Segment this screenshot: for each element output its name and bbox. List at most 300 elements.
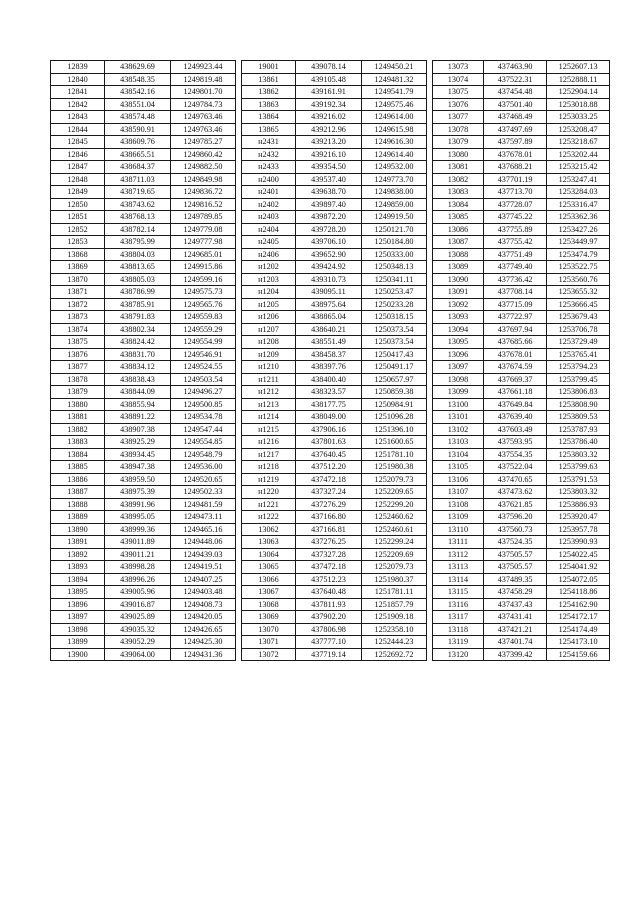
- table-row: [242, 436, 427, 449]
- x-coordinate-cell: 437470.65: [483, 473, 546, 486]
- x-coordinate-cell: 437801.63: [296, 436, 362, 449]
- y-coordinate-cell: 1249481.32: [362, 73, 427, 86]
- table-row: [433, 286, 610, 299]
- y-coordinate-cell: 1254172.17: [547, 611, 610, 624]
- x-coordinate-cell: 437327.24: [296, 486, 362, 499]
- table-row: [433, 73, 610, 86]
- x-coordinate-cell: 439212.96: [296, 123, 362, 136]
- y-coordinate-cell: 1254072.05: [547, 573, 610, 586]
- point-number-cell: 13890: [51, 523, 105, 536]
- y-coordinate-cell: 1253786.40: [547, 436, 610, 449]
- point-number-cell: 13079: [433, 136, 484, 149]
- x-coordinate-cell: 439025.89: [105, 611, 171, 624]
- table-row: [433, 111, 610, 124]
- y-coordinate-cell: 1250253.47: [362, 286, 427, 299]
- point-number-cell: 13068: [242, 598, 296, 611]
- point-number-cell: 13086: [433, 223, 484, 236]
- table-row: [433, 148, 610, 161]
- y-coordinate-cell: 1253666.45: [547, 298, 610, 311]
- y-coordinate-cell: 1253706.78: [547, 323, 610, 336]
- x-coordinate-cell: 438838.43: [105, 373, 171, 386]
- x-coordinate-cell: 439005.96: [105, 586, 171, 599]
- table-row: [242, 523, 427, 536]
- point-number-cell: 13094: [433, 323, 484, 336]
- table-row: [433, 636, 610, 649]
- x-coordinate-cell: 437661.18: [483, 386, 546, 399]
- y-coordinate-cell: 1250373.54: [362, 336, 427, 349]
- point-number-cell: н1206: [242, 311, 296, 324]
- table-row: [51, 411, 236, 424]
- x-coordinate-cell: 438791.83: [105, 311, 171, 324]
- y-coordinate-cell: 1249559.29: [171, 323, 236, 336]
- x-coordinate-cell: 438609.76: [105, 136, 171, 149]
- x-coordinate-cell: 437906.16: [296, 423, 362, 436]
- x-coordinate-cell: 437166.80: [296, 511, 362, 524]
- point-number-cell: 13089: [433, 261, 484, 274]
- table-row: [433, 423, 610, 436]
- y-coordinate-cell: 1253449.97: [547, 236, 610, 249]
- x-coordinate-cell: 437473.62: [483, 486, 546, 499]
- x-coordinate-cell: 438719.65: [105, 186, 171, 199]
- y-coordinate-cell: 1249403.48: [171, 586, 236, 599]
- y-coordinate-cell: 1253474.79: [547, 248, 610, 261]
- y-coordinate-cell: 1249599.16: [171, 273, 236, 286]
- table-row: [242, 286, 427, 299]
- y-coordinate-cell: 1249838.00: [362, 186, 427, 199]
- y-coordinate-cell: 1252444.23: [362, 636, 427, 649]
- x-coordinate-cell: 439161.91: [296, 86, 362, 99]
- table-row: [433, 61, 610, 74]
- table-row: [51, 586, 236, 599]
- y-coordinate-cell: 1249426.65: [171, 623, 236, 636]
- y-coordinate-cell: 1249575.46: [362, 98, 427, 111]
- point-number-cell: 13116: [433, 598, 484, 611]
- y-coordinate-cell: 1249534.78: [171, 411, 236, 424]
- x-coordinate-cell: 439011.21: [105, 548, 171, 561]
- x-coordinate-cell: 438768.13: [105, 211, 171, 224]
- x-coordinate-cell: 438975.39: [105, 486, 171, 499]
- table-row: [433, 298, 610, 311]
- x-coordinate-cell: 438786.99: [105, 286, 171, 299]
- x-coordinate-cell: 437755.89: [483, 223, 546, 236]
- y-coordinate-cell: 1251980.37: [362, 573, 427, 586]
- table-row: [242, 148, 427, 161]
- table-row: [433, 611, 610, 624]
- point-number-cell: 13871: [51, 286, 105, 299]
- x-coordinate-cell: 438551.04: [105, 98, 171, 111]
- y-coordinate-cell: 1249548.79: [171, 448, 236, 461]
- table-row: [242, 111, 427, 124]
- y-coordinate-cell: 1253215.42: [547, 161, 610, 174]
- coordinate-table-group-3: [432, 60, 610, 661]
- x-coordinate-cell: 437688.21: [483, 161, 546, 174]
- table-row: [51, 236, 236, 249]
- x-coordinate-cell: 439095.11: [296, 286, 362, 299]
- y-coordinate-cell: 1249615.98: [362, 123, 427, 136]
- point-number-cell: н1213: [242, 398, 296, 411]
- table-row: [242, 336, 427, 349]
- point-number-cell: 13070: [242, 623, 296, 636]
- table-row: [51, 361, 236, 374]
- x-coordinate-cell: 439354.50: [296, 161, 362, 174]
- x-coordinate-cell: 437497.69: [483, 123, 546, 136]
- x-coordinate-cell: 437327.28: [296, 548, 362, 561]
- point-number-cell: 13874: [51, 323, 105, 336]
- table-row: [51, 336, 236, 349]
- table-row: [242, 311, 427, 324]
- y-coordinate-cell: 1252079.73: [362, 473, 427, 486]
- table-row: [51, 423, 236, 436]
- table-row: [242, 586, 427, 599]
- table-row: [51, 286, 236, 299]
- table-row: [433, 511, 610, 524]
- y-coordinate-cell: 1250657.97: [362, 373, 427, 386]
- y-coordinate-cell: 1250859.38: [362, 386, 427, 399]
- x-coordinate-cell: 438743.62: [105, 198, 171, 211]
- y-coordinate-cell: 1249502.33: [171, 486, 236, 499]
- table-row: [433, 336, 610, 349]
- y-coordinate-cell: 1252299.20: [362, 498, 427, 511]
- x-coordinate-cell: 437722.97: [483, 311, 546, 324]
- table-row: [242, 223, 427, 236]
- y-coordinate-cell: 1253316.47: [547, 198, 610, 211]
- y-coordinate-cell: 1253208.47: [547, 123, 610, 136]
- point-number-cell: н1203: [242, 273, 296, 286]
- table-row: [242, 261, 427, 274]
- x-coordinate-cell: 438323.57: [296, 386, 362, 399]
- x-coordinate-cell: 437674.59: [483, 361, 546, 374]
- x-coordinate-cell: 439052.29: [105, 636, 171, 649]
- point-number-cell: 13881: [51, 411, 105, 424]
- y-coordinate-cell: 1249860.42: [171, 148, 236, 161]
- y-coordinate-cell: 1253799.63: [547, 461, 610, 474]
- table-row: [433, 173, 610, 186]
- table-row: [51, 123, 236, 136]
- table-row: [433, 648, 610, 661]
- coordinate-tables: [50, 60, 610, 836]
- y-coordinate-cell: 1250318.15: [362, 311, 427, 324]
- point-number-cell: 13071: [242, 636, 296, 649]
- x-coordinate-cell: 437472.18: [296, 561, 362, 574]
- table-row: [51, 473, 236, 486]
- y-coordinate-cell: 1250184.80: [362, 236, 427, 249]
- table-row: [242, 348, 427, 361]
- table-row: [51, 348, 236, 361]
- y-coordinate-cell: 1249779.08: [171, 223, 236, 236]
- point-number-cell: 13093: [433, 311, 484, 324]
- y-coordinate-cell: 1249777.98: [171, 236, 236, 249]
- table-row: [51, 148, 236, 161]
- table-row: [242, 548, 427, 561]
- y-coordinate-cell: 1250121.70: [362, 223, 427, 236]
- y-coordinate-cell: 1249547.44: [171, 423, 236, 436]
- point-number-cell: 13103: [433, 436, 484, 449]
- table-row: [433, 523, 610, 536]
- y-coordinate-cell: 1253803.32: [547, 448, 610, 461]
- y-coordinate-cell: 1252904.14: [547, 86, 610, 99]
- y-coordinate-cell: 1252460.62: [362, 511, 427, 524]
- table-row: [433, 411, 610, 424]
- y-coordinate-cell: 1251980.38: [362, 461, 427, 474]
- y-coordinate-cell: 1250984.91: [362, 398, 427, 411]
- table-row: [51, 86, 236, 99]
- x-coordinate-cell: 437501.40: [483, 98, 546, 111]
- x-coordinate-cell: 437560.73: [483, 523, 546, 536]
- table-row: [242, 598, 427, 611]
- x-coordinate-cell: 437777.10: [296, 636, 362, 649]
- table-row: [51, 611, 236, 624]
- y-coordinate-cell: 1249554.99: [171, 336, 236, 349]
- table-row: [433, 461, 610, 474]
- x-coordinate-cell: 438855.94: [105, 398, 171, 411]
- x-coordinate-cell: 438831.70: [105, 348, 171, 361]
- y-coordinate-cell: 1249915.86: [171, 261, 236, 274]
- y-coordinate-cell: 1249763.46: [171, 123, 236, 136]
- y-coordinate-cell: 1254173.10: [547, 636, 610, 649]
- point-number-cell: 12840: [51, 73, 105, 86]
- y-coordinate-cell: 1252460.61: [362, 523, 427, 536]
- point-number-cell: 13087: [433, 236, 484, 249]
- point-number-cell: 13092: [433, 298, 484, 311]
- table-row: [242, 73, 427, 86]
- point-number-cell: 13872: [51, 298, 105, 311]
- point-number-cell: н1208: [242, 336, 296, 349]
- x-coordinate-cell: 439216.10: [296, 148, 362, 161]
- table-row: [242, 248, 427, 261]
- y-coordinate-cell: 1252607.13: [547, 61, 610, 74]
- y-coordinate-cell: 1253920.47: [547, 511, 610, 524]
- point-number-cell: 13891: [51, 536, 105, 549]
- x-coordinate-cell: 437811.93: [296, 598, 362, 611]
- x-coordinate-cell: 439652.90: [296, 248, 362, 261]
- table-row: [242, 173, 427, 186]
- table-row: [51, 548, 236, 561]
- table-row: [51, 98, 236, 111]
- point-number-cell: 19001: [242, 61, 296, 74]
- table-row: [242, 561, 427, 574]
- point-number-cell: 13900: [51, 648, 105, 661]
- point-number-cell: 13083: [433, 186, 484, 199]
- x-coordinate-cell: 438991.96: [105, 498, 171, 511]
- point-number-cell: н1210: [242, 361, 296, 374]
- table-row: [51, 561, 236, 574]
- x-coordinate-cell: 438865.04: [296, 311, 362, 324]
- x-coordinate-cell: 437669.37: [483, 373, 546, 386]
- x-coordinate-cell: 438891.22: [105, 411, 171, 424]
- point-number-cell: 12848: [51, 173, 105, 186]
- y-coordinate-cell: 1251396.10: [362, 423, 427, 436]
- y-coordinate-cell: 1251781.10: [362, 448, 427, 461]
- x-coordinate-cell: 437593.95: [483, 436, 546, 449]
- table-row: [51, 111, 236, 124]
- y-coordinate-cell: 1249819.48: [171, 73, 236, 86]
- y-coordinate-cell: 1249450.21: [362, 61, 427, 74]
- point-number-cell: н2401: [242, 186, 296, 199]
- table-row: [51, 136, 236, 149]
- x-coordinate-cell: 437468.49: [483, 111, 546, 124]
- table-row: [433, 498, 610, 511]
- table-row: [51, 198, 236, 211]
- table-row: [51, 248, 236, 261]
- y-coordinate-cell: 1253765.41: [547, 348, 610, 361]
- x-coordinate-cell: 438640.21: [296, 323, 362, 336]
- table-row: [51, 323, 236, 336]
- x-coordinate-cell: 437596.20: [483, 511, 546, 524]
- y-coordinate-cell: 1249801.70: [171, 86, 236, 99]
- y-coordinate-cell: 1254174.49: [547, 623, 610, 636]
- point-number-cell: 13110: [433, 523, 484, 536]
- table-row: [242, 573, 427, 586]
- table-row: [433, 598, 610, 611]
- table-row: [433, 573, 610, 586]
- y-coordinate-cell: 1249836.72: [171, 186, 236, 199]
- point-number-cell: 13080: [433, 148, 484, 161]
- y-coordinate-cell: 1251600.65: [362, 436, 427, 449]
- point-number-cell: 13065: [242, 561, 296, 574]
- x-coordinate-cell: 437399.42: [483, 648, 546, 661]
- point-number-cell: 13897: [51, 611, 105, 624]
- x-coordinate-cell: 437522.04: [483, 461, 546, 474]
- point-number-cell: 13899: [51, 636, 105, 649]
- point-number-cell: н2402: [242, 198, 296, 211]
- table-row: [433, 486, 610, 499]
- table-row: [433, 373, 610, 386]
- table-row: [433, 161, 610, 174]
- point-number-cell: 13880: [51, 398, 105, 411]
- point-number-cell: 13063: [242, 536, 296, 549]
- y-coordinate-cell: 1254118.86: [547, 586, 610, 599]
- x-coordinate-cell: 437719.14: [296, 648, 362, 661]
- y-coordinate-cell: 1250373.54: [362, 323, 427, 336]
- point-number-cell: н1219: [242, 473, 296, 486]
- point-number-cell: 13104: [433, 448, 484, 461]
- table-row: [51, 648, 236, 661]
- y-coordinate-cell: 1251857.79: [362, 598, 427, 611]
- y-coordinate-cell: 1253957.78: [547, 523, 610, 536]
- point-number-cell: 13870: [51, 273, 105, 286]
- point-number-cell: 13113: [433, 561, 484, 574]
- table-row: [433, 186, 610, 199]
- point-number-cell: 12843: [51, 111, 105, 124]
- point-number-cell: 13078: [433, 123, 484, 136]
- y-coordinate-cell: 1254162.90: [547, 598, 610, 611]
- table-row: [242, 98, 427, 111]
- x-coordinate-cell: 439897.40: [296, 198, 362, 211]
- point-number-cell: 13873: [51, 311, 105, 324]
- x-coordinate-cell: 439064.00: [105, 648, 171, 661]
- table-row: [51, 573, 236, 586]
- table-row: [51, 498, 236, 511]
- point-number-cell: 13088: [433, 248, 484, 261]
- table-row: [242, 211, 427, 224]
- table-row: [51, 298, 236, 311]
- point-number-cell: н1202: [242, 261, 296, 274]
- point-number-cell: н1214: [242, 411, 296, 424]
- point-number-cell: 13073: [433, 61, 484, 74]
- x-coordinate-cell: 439537.40: [296, 173, 362, 186]
- y-coordinate-cell: 1253729.49: [547, 336, 610, 349]
- point-number-cell: 13076: [433, 98, 484, 111]
- x-coordinate-cell: 437640.48: [296, 586, 362, 599]
- point-number-cell: 13119: [433, 636, 484, 649]
- y-coordinate-cell: 1252692.72: [362, 648, 427, 661]
- point-number-cell: н1209: [242, 348, 296, 361]
- x-coordinate-cell: 438813.65: [105, 261, 171, 274]
- y-coordinate-cell: 1250341.11: [362, 273, 427, 286]
- x-coordinate-cell: 438782.14: [105, 223, 171, 236]
- point-number-cell: 13878: [51, 373, 105, 386]
- table-row: [51, 536, 236, 549]
- y-coordinate-cell: 1249408.73: [171, 598, 236, 611]
- point-number-cell: н2433: [242, 161, 296, 174]
- y-coordinate-cell: 1251909.18: [362, 611, 427, 624]
- y-coordinate-cell: 1253679.43: [547, 311, 610, 324]
- y-coordinate-cell: 1253522.75: [547, 261, 610, 274]
- table-row: [433, 386, 610, 399]
- point-number-cell: 13877: [51, 361, 105, 374]
- table-row: [242, 473, 427, 486]
- point-number-cell: 13095: [433, 336, 484, 349]
- y-coordinate-cell: 1253799.45: [547, 373, 610, 386]
- table-row: [51, 386, 236, 399]
- x-coordinate-cell: 439105.48: [296, 73, 362, 86]
- y-coordinate-cell: 1249520.65: [171, 473, 236, 486]
- point-number-cell: 13107: [433, 486, 484, 499]
- point-number-cell: 12849: [51, 186, 105, 199]
- x-coordinate-cell: 438665.51: [105, 148, 171, 161]
- point-number-cell: 13889: [51, 511, 105, 524]
- y-coordinate-cell: 1253018.88: [547, 98, 610, 111]
- table-row: [242, 136, 427, 149]
- x-coordinate-cell: 437708.14: [483, 286, 546, 299]
- x-coordinate-cell: 438975.64: [296, 298, 362, 311]
- x-coordinate-cell: 437640.45: [296, 448, 362, 461]
- table-row: [433, 323, 610, 336]
- table-row: [51, 211, 236, 224]
- point-number-cell: 13102: [433, 423, 484, 436]
- point-number-cell: 13074: [433, 73, 484, 86]
- x-coordinate-cell: 437685.66: [483, 336, 546, 349]
- x-coordinate-cell: 437463.90: [483, 61, 546, 74]
- point-number-cell: 13097: [433, 361, 484, 374]
- y-coordinate-cell: 1249882.50: [171, 161, 236, 174]
- x-coordinate-cell: 437715.09: [483, 298, 546, 311]
- y-coordinate-cell: 1253560.76: [547, 273, 610, 286]
- x-coordinate-cell: 438397.76: [296, 361, 362, 374]
- y-coordinate-cell: 1249923.44: [171, 61, 236, 74]
- point-number-cell: 13862: [242, 86, 296, 99]
- point-number-cell: 13100: [433, 398, 484, 411]
- x-coordinate-cell: 437454.48: [483, 86, 546, 99]
- point-number-cell: 13090: [433, 273, 484, 286]
- point-number-cell: н2406: [242, 248, 296, 261]
- point-number-cell: н2432: [242, 148, 296, 161]
- x-coordinate-cell: 438844.09: [105, 386, 171, 399]
- table-row: [433, 436, 610, 449]
- point-number-cell: 13114: [433, 573, 484, 586]
- x-coordinate-cell: 437512.20: [296, 461, 362, 474]
- y-coordinate-cell: 1249524.55: [171, 361, 236, 374]
- point-number-cell: н1221: [242, 498, 296, 511]
- point-number-cell: 12842: [51, 98, 105, 111]
- x-coordinate-cell: 438805.03: [105, 273, 171, 286]
- table-row: [51, 511, 236, 524]
- table-row: [51, 186, 236, 199]
- point-number-cell: 13084: [433, 198, 484, 211]
- x-coordinate-cell: 439310.73: [296, 273, 362, 286]
- y-coordinate-cell: 1251096.28: [362, 411, 427, 424]
- table-row: [242, 323, 427, 336]
